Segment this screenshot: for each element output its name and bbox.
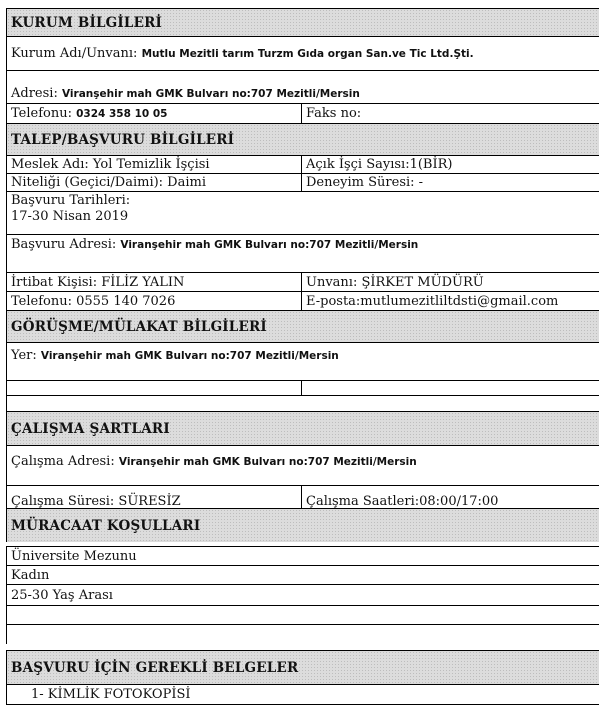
belge-item: 1- KİMLİK FOTOKOPİSİ bbox=[6, 684, 599, 704]
kosul-item: 25-30 Yaş Arası bbox=[6, 584, 599, 605]
section-belgeler-header bbox=[6, 650, 599, 684]
acik-isci-sayisi: Açık İşçi Sayısı:1(BİR) bbox=[301, 156, 599, 173]
section-talep-header bbox=[6, 123, 599, 155]
tarih-value: 17-30 Nisan 2019 bbox=[11, 209, 129, 224]
nitelik-row bbox=[6, 173, 599, 191]
section-title: GÖRÜŞME/MÜLAKAT BİLGİLERİ bbox=[11, 318, 267, 335]
section-title: TALEP/BAŞVURU BİLGİLERİ bbox=[11, 131, 235, 148]
basvuru-tarihleri-row bbox=[6, 191, 599, 234]
kosul-item: Üniversite Mezunu bbox=[6, 546, 599, 565]
section-title: MÜRACAAT KOŞULLARI bbox=[11, 517, 201, 534]
section-gorusme-header bbox=[6, 310, 599, 342]
meslek-adi: Meslek Adı: Yol Temizlik İşçisi bbox=[11, 157, 210, 172]
calisma-adresi-row bbox=[6, 445, 599, 485]
label: Başvuru Adresi: bbox=[11, 237, 117, 252]
section-kurum-header bbox=[6, 8, 599, 36]
section-title: ÇALIŞMA ŞARTLARI bbox=[11, 420, 170, 437]
label: Adresi: bbox=[11, 86, 58, 101]
gorusme-empty-row bbox=[6, 380, 599, 395]
kurum-adres-value: Viranşehir mah GMK Bulvarı no:707 Mezitli/Mersin bbox=[61, 88, 360, 100]
calisma-sure-row bbox=[6, 485, 599, 508]
calisma-suresi: Çalışma Süresi: SÜRESİZ bbox=[11, 493, 181, 508]
tarih-label: Başvuru Tarihleri: bbox=[11, 193, 131, 208]
gorusme-yer-value: Viranşehir mah GMK Bulvarı no:707 Mezitli/Mersin bbox=[40, 350, 339, 362]
spacer-row bbox=[6, 395, 599, 411]
table-bottom-border bbox=[6, 704, 599, 705]
irtibat-telefon: Telefonu: 0555 140 7026 bbox=[11, 293, 176, 309]
calisma-saatleri: Çalışma Saatleri:08:00/17:00 bbox=[301, 486, 599, 508]
label: Telefonu: bbox=[11, 106, 72, 121]
irtibat-kisisi: İrtibat Kişisi: FİLİZ YALIN bbox=[11, 274, 185, 290]
spacer-row bbox=[6, 624, 599, 644]
kosul-item: Kadın bbox=[6, 565, 599, 584]
niteligi: Niteliği (Geçici/Daimi): Daimi bbox=[11, 175, 206, 190]
gorusme-yer-row bbox=[6, 342, 599, 380]
meslek-row bbox=[6, 155, 599, 173]
kurum-adi-row bbox=[6, 36, 599, 70]
eposta: E-posta:mutlumezitliltdsti@gmail.com bbox=[301, 292, 599, 310]
basvuru-adresi-row bbox=[6, 234, 599, 272]
faks-label: Faks no: bbox=[306, 106, 362, 121]
label: Kurum Adı/Unvanı: bbox=[11, 46, 138, 61]
section-title: BAŞVURU İÇİN GEREKLİ BELGELER bbox=[11, 659, 299, 676]
kurum-telefon-value: 0324 358 10 05 bbox=[76, 107, 168, 120]
calisma-adresi-value: Viranşehir mah GMK Bulvarı no:707 Mezitli/Mersin bbox=[118, 456, 417, 468]
section-title: KURUM BİLGİLERİ bbox=[11, 14, 163, 31]
kurum-adi-value: Mutlu Mezitli tarım Turzm Gıda organ San.ve Tic Ltd.Şti. bbox=[141, 48, 474, 60]
spacer-row bbox=[6, 605, 599, 624]
label: Çalışma Adresi: bbox=[11, 454, 115, 469]
kurum-telefon-row bbox=[6, 103, 599, 123]
iletisim-row bbox=[6, 291, 599, 310]
kurum-adres-row bbox=[6, 70, 599, 103]
unvan: Unvanı: ŞİRKET MÜDÜRÜ bbox=[301, 273, 599, 291]
section-calisma-header bbox=[6, 411, 599, 445]
irtibat-row bbox=[6, 272, 599, 291]
label: Yer: bbox=[11, 348, 37, 363]
deneyim-suresi: Deneyim Süresi: - bbox=[301, 174, 599, 191]
section-muracaat-header bbox=[6, 508, 599, 542]
basvuru-adresi-value: Viranşehir mah GMK Bulvarı no:707 Mezitli/Mersin bbox=[120, 239, 419, 251]
